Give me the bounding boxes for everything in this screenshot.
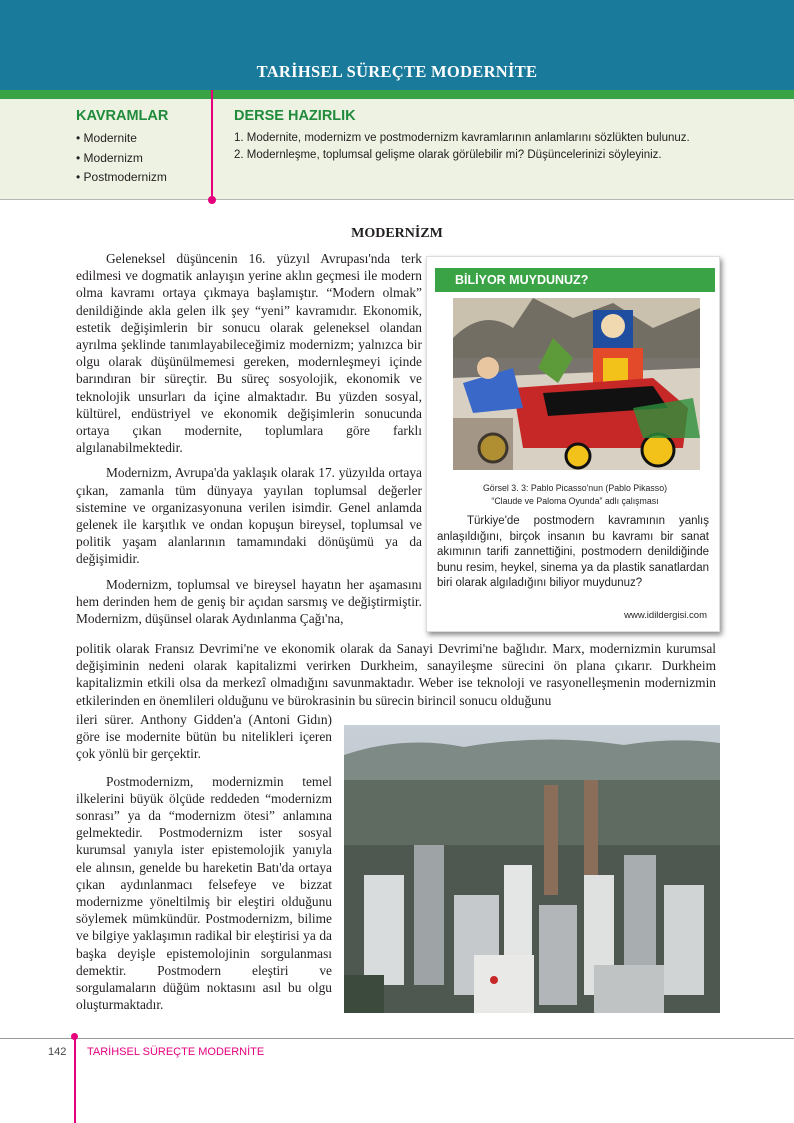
prep-divider-dot: [208, 196, 216, 204]
prep-list: [234, 130, 714, 164]
chapter-header: [0, 0, 794, 90]
did-you-know-text: Türkiye'de postmodern kavramının yanlış anlaşıldığını, birçok insanın bu kavramı bir sanat akımının tarifi zannettiğini, postmodern denildiğinde bunu resim, heykel, sinema ya da plastik sanatlardan biri olarak algıladığını biliyor muydunuz?: [437, 515, 709, 589]
prep-divider: [211, 90, 213, 200]
concept-item: • Modernite: [76, 131, 137, 145]
caption-line: “Claude ve Paloma Oyunda” adlı çalışması: [491, 495, 659, 506]
paragraph-continued: politik olarak Fransız Devrimi'ne ve ekonomik olarak da Sanayi Devrimi'ne bağlıdır. Marx, modernizmin kurumsal değişiminin nedeni olarak kapitalizmi verirken Durkheim, sanayileşme sürecini ön plana çıkarır. Durkheim kapitalizmin etkili olsa da merkezî olmadığını savunmaktadır. Weber ise teknoloji ve rasyonelleşmenin modernizmin etkilerinden en önemlileri olduğunu ve bürokrasinin bu sürecin birincil sonucu olduğunu: [76, 641, 716, 708]
did-you-know-box: [426, 256, 720, 632]
paragraph: Modernizm, Avrupa'da yaklaşık olarak 17. yüzyılda ortaya çıkan, zamanla tüm dünyaya yayılan toplumsal değerler sistemine ve organizasyonuna verilen isimdir. Genel anlamda gelenek ile karşıtlık ve ondan kopuşun bireysel, toplumsal ve politik yaşam alanlarının tamamındaki dönüşümü ya da değişimidir.: [76, 465, 422, 567]
lower-column-text: [76, 711, 332, 1021]
page-number: 142: [48, 1046, 67, 1058]
concepts-title: KAVRAMLAR: [76, 108, 169, 124]
image-caption: [437, 482, 713, 507]
picasso-painting-image: [453, 298, 700, 470]
concept-item: • Postmodernizm: [76, 170, 167, 184]
footer-divider: [74, 1035, 76, 1123]
paragraph: Modernizm, toplumsal ve bireysel hayatın her aşamasını hem derinden hem de geniş bir açıdan sarsmış ve değiştirmiştir. Modernizm, düşünsel olarak Aydınlanma Çağı'na,: [76, 576, 422, 627]
caption-line: Görsel 3. 3: Pablo Picasso'nun (Pablo Pikasso): [482, 483, 668, 493]
chapter-title: TARİHSEL SÜREÇTE MODERNİTE: [256, 62, 538, 81]
city-skyline-image: [344, 725, 720, 1013]
column-text: [76, 250, 422, 635]
footer-chapter-title: TARİHSEL SÜREÇTE MODERNİTE: [87, 1046, 265, 1058]
header-accent-bar: [0, 90, 794, 99]
section-title: MODERNİZM: [351, 226, 443, 241]
did-you-know-title: BİLİYOR MUYDUNUZ?: [435, 268, 715, 292]
prep-title: DERSE HAZIRLIK: [234, 108, 356, 124]
prep-item: 1. Modernite, modernizm ve postmodernizm kavramlarının anlamlarını sözlükten bulunuz.: [234, 132, 690, 144]
concept-item: • Modernizm: [76, 150, 143, 165]
full-width-text: [76, 640, 716, 709]
prep-item: 2. Modernleşme, toplumsal gelişme olarak görülebilir mi? Düşüncelerinizi söyleyiniz.: [234, 149, 662, 161]
concepts-list: [76, 129, 167, 188]
paragraph: Geleneksel düşüncenin 16. yüzyıl Avrupası'nda terk edilmesi ve dogmatik anlayışın yerine aklın geçmesi ile modern olma kavramı ortaya çıkmaya başlamıştır. “Modern olmak” denildiğinde akla gelen ilk şey “yeni” kavramıdır. Ekonomik, estetik değişimlerin bir sonucu olarak geleneksel olandan ayrılma şeklinde tanımlayabileceğimiz modernizm; yalnızca bir olgu olarak düşünülmemesi gereken, modernleşmeyi içinde barındıran bir süreçtir. Bu süreç sosyolojik, ekonomik ve teknolojik unsurları da içine almaktadır. Bu yüzden sosyal, kültürel, endüstriyel ve ekonomik değişimlerin sonucunda ortaya çıkan modernite, toplumlara göre farklı algılanabilmektedir.: [76, 251, 422, 456]
footer-divider-dot: [71, 1033, 78, 1040]
footer-rule: [0, 1038, 794, 1039]
paragraph-end: ileri sürer. Anthony Gidden'a (Antoni Gidın) göre ise modernite bütün bu nitelikleri içeren çok yönlü bir gerçektir.: [76, 712, 332, 762]
paragraph: Postmodernizm, modernizmin temel ilkelerini büyük ölçüde reddeden “modernizm sonrası” ya da “modernizm ötesi” anlamına gelmektedir. Postmodernizm ister sosyal kurumsal yanıyla ister epistemolojik yanıyla ele alınsın, genelde bu hareketin Batı'da ortaya çıkan aydınlanmacı felsefeye ve bizzat modernizme yöneltilmiş bir eleştiri olduğunu söylemek mümkündür. Postmodernizm, bilime ve bilgiye yaklaşımın radikal bir eleştirisi ya da başka deyişle epistemolojinin sorgulanması demektir. Postmodern eleştiri ve sorgulamaların düğüm noktasını asıl bu olgu oluşturmaktadır.: [76, 773, 332, 1013]
source-link: www.idildergisi.com: [624, 610, 707, 621]
